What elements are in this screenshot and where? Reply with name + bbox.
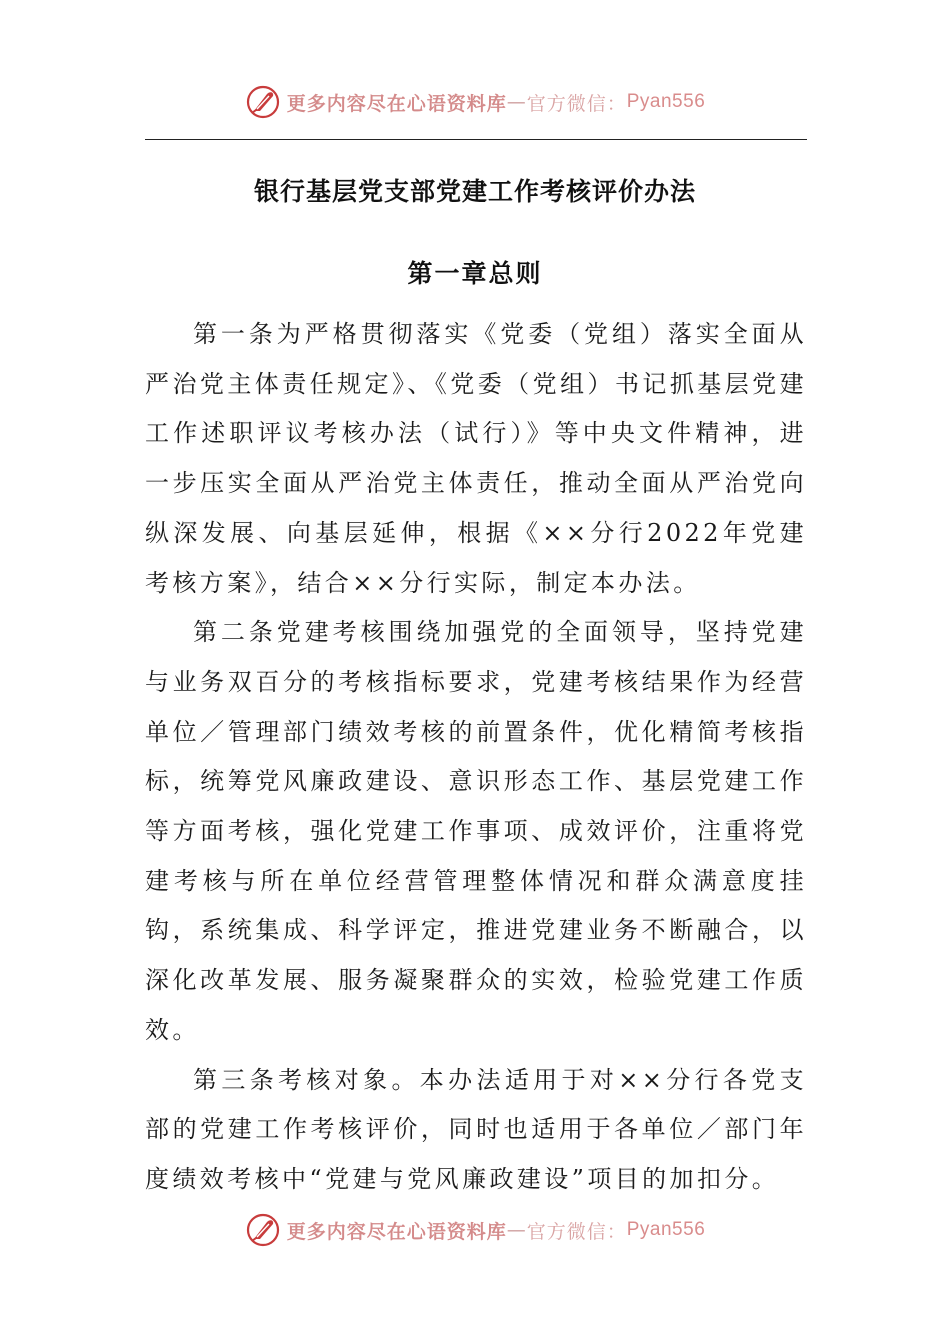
footer-watermark (0, 1210, 950, 1250)
article-2-paragraph: 第二条党建考核围绕加强党的全面领导，坚持党建与业务双百分的考核指标要求，党建考核结果作为经营单位／管理部门绩效考核的前置条件，优化精简考核指标，统筹党风廉政建设、意识形态工作、基层党建工作等方面考核，强化党建工作事项、成效评价，注重将党建考核与所在单位经营管理整体情况和群众满意度挂钩，系统集成、科学评定，推进党建业务不断融合，以深化改革发展、服务凝聚群众的实效，检验党建工作质效。 (145, 618, 807, 1044)
watermark-wechat-id: Pyan556 (626, 91, 706, 112)
document-title: 银行基层党支部党建工作考核评价办法 (253, 177, 696, 206)
watermark-wechat-id: Pyan556 (626, 1219, 706, 1240)
watermark-wechat-label: 官方微信： (526, 92, 627, 115)
article-3-paragraph: 第三条考核对象。本办法适用于对××分行各党支部的党建工作考核评价，同时也适用于各单位／部门年度绩效考核中“党建与党风廉政建设”项目的加扣分。 (145, 1065, 807, 1193)
header-watermark (0, 82, 950, 122)
quill-pen-logo-icon (245, 1212, 281, 1248)
watermark-brand-text: 更多内容尽在心语资料库 (286, 1220, 507, 1243)
header-divider (145, 139, 807, 140)
watermark-separator: — (506, 1219, 527, 1241)
document-body (145, 310, 807, 1205)
quill-pen-logo-icon (245, 84, 281, 120)
article-1-paragraph: 第一条为严格贯彻落实《党委（党组）落实全面从严治党主体责任规定》、《党委（党组）书记抓基层党建工作述职评议考核办法（试行）》等中央文件精神，进一步压实全面从严治党主体责任，推动全面从严治党向纵深发展、向基层延伸，根据《××分行2022年党建考核方案》，结合××分行实际，制定本办法。 (145, 320, 807, 597)
watermark-separator: — (506, 91, 527, 113)
watermark-brand-text: 更多内容尽在心语资料库 (286, 92, 507, 115)
chapter-heading: 第一章总则 (407, 259, 543, 288)
watermark-wechat-label: 官方微信： (526, 1220, 627, 1243)
